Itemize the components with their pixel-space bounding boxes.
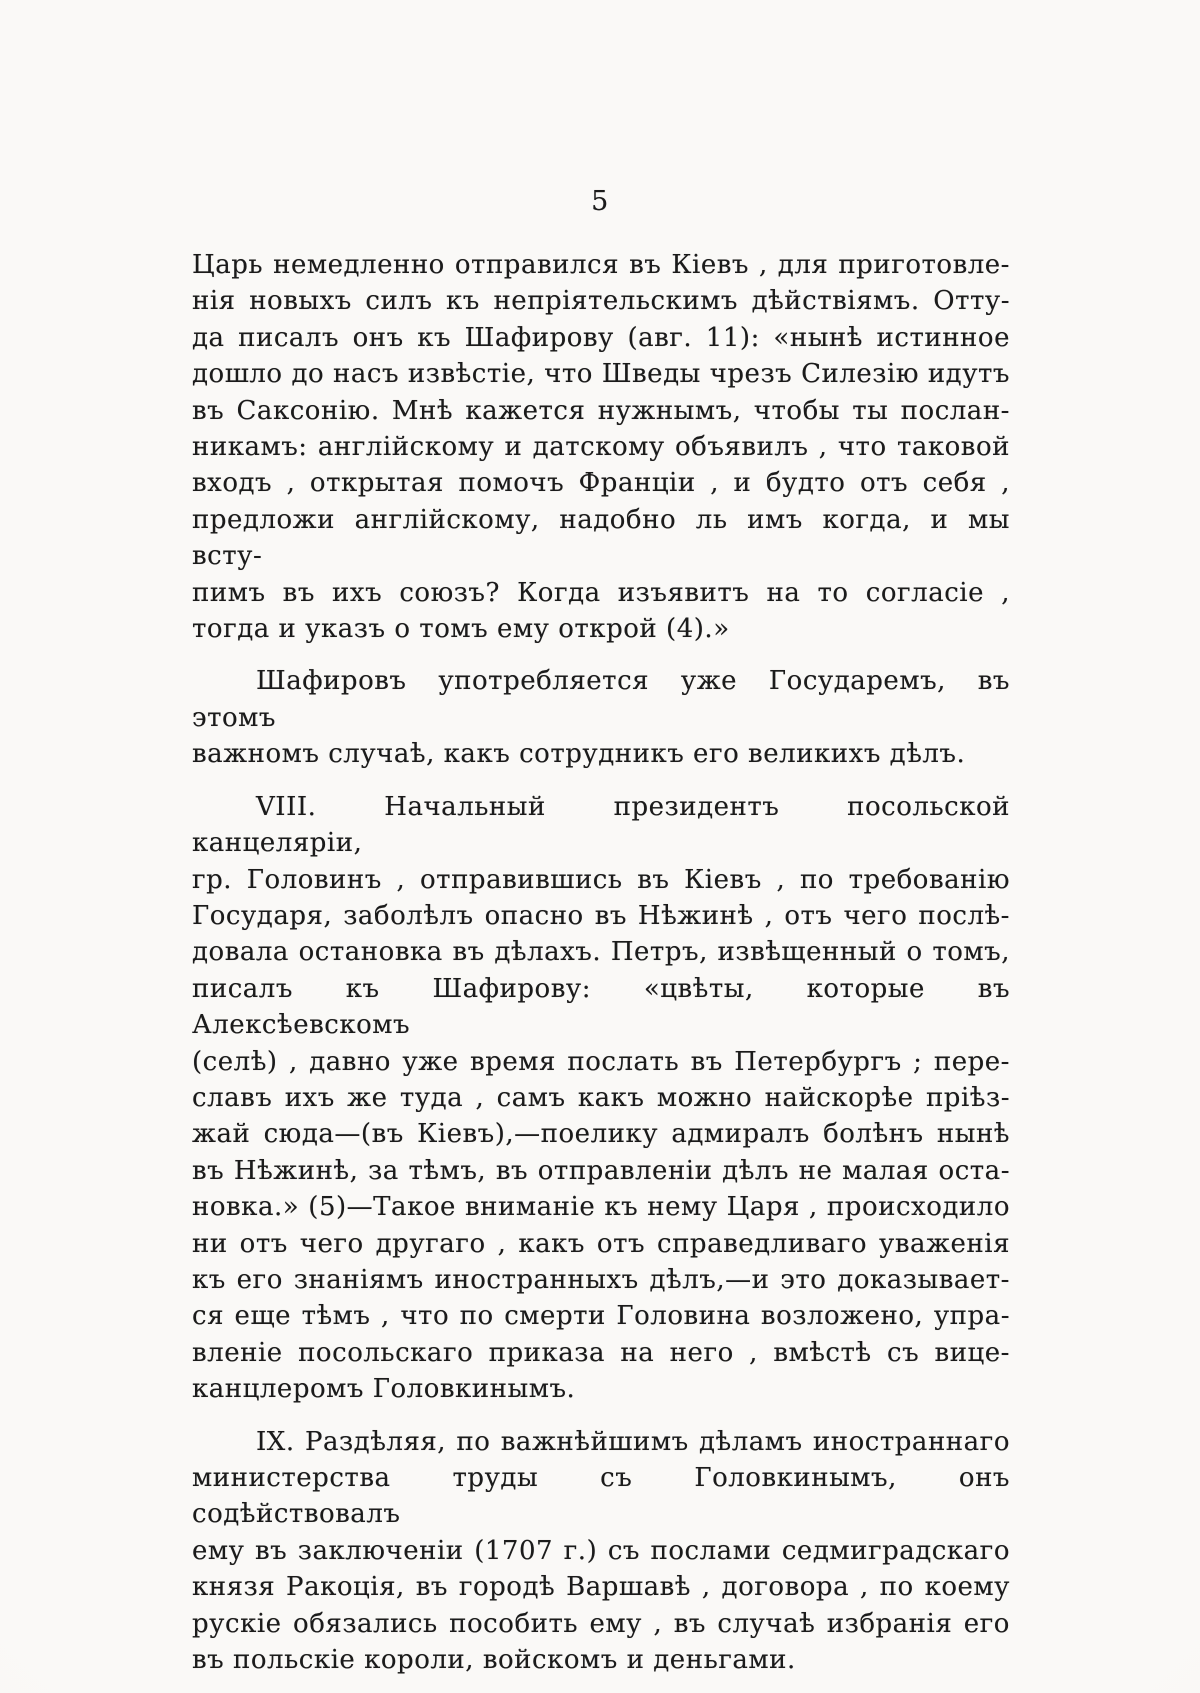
text-line: Государя, заболѣлъ опасно въ Нѣжинѣ , отъ чего послѣ- bbox=[192, 900, 1010, 931]
text-line: рускіе обязались пособить ему , въ случаѣ избранія его bbox=[192, 1608, 1010, 1639]
text-line: VIII. Начальный президентъ посольской канцеляріи, bbox=[192, 791, 1010, 859]
text-line: писалъ къ Шафирову: «цвѣты, которые въ Алексѣевскомъ bbox=[192, 973, 1010, 1041]
text-line: предложи англійскому, надобно ль имъ когда, и мы всту- bbox=[192, 504, 1010, 572]
text-line: входъ , открытая помочъ Франціи , и будто отъ себя , bbox=[192, 468, 1010, 499]
text-line: IX. Раздѣляя, по важнѣйшимъ дѣламъ иностраннаго bbox=[256, 1426, 1010, 1457]
text-line: нія новыхъ силъ къ непріятельскимъ дѣйствіямъ. Отту- bbox=[192, 286, 1010, 317]
text-line: Шафировъ употребляется уже Государемъ, въ этомъ bbox=[192, 666, 1010, 733]
text-line: вленіе посольскаго приказа на него , вмѣстѣ съ вице- bbox=[192, 1337, 1010, 1368]
text-line: князя Ракоція, въ городѣ Варшавѣ , договора , по коему bbox=[192, 1572, 1010, 1603]
text-line: въ Нѣжинѣ, за тѣмъ, въ отправленіи дѣлъ не малая оста- bbox=[192, 1155, 1010, 1186]
text-line: довала остановка въ дѣлахъ. Петръ, извѣщенный о томъ, bbox=[192, 937, 1010, 968]
text-block bbox=[192, 247, 1010, 1678]
text-line: тогда и указъ о томъ ему открой (4).» bbox=[192, 614, 730, 645]
text-line: министерства труды съ Головкинымъ, онъ содѣйствовалъ bbox=[192, 1463, 1010, 1530]
text-line: въ Саксонію. Мнѣ кажется нужнымъ, чтобы ты послан- bbox=[192, 395, 1010, 426]
paragraph bbox=[192, 663, 1010, 772]
text-line: пимъ въ ихъ союзъ? Когда изъявитъ на то согласіе , bbox=[192, 577, 1010, 608]
text-line: ся еще тѣмъ , что по смерти Головина возложено, упра- bbox=[192, 1301, 1010, 1332]
text-line: ему въ заключеніи (1707 г.) съ послами седмиградскаго bbox=[192, 1535, 1010, 1566]
paragraph bbox=[192, 247, 1010, 647]
text-line: жай сюда—(въ Кіевъ),—поелику адмиралъ болѣнъ нынѣ bbox=[192, 1119, 1010, 1150]
text-line: важномъ случаѣ, какъ сотрудникъ его великихъ дѣлъ. bbox=[192, 739, 966, 770]
text-line: къ его знаніямъ иностранныхъ дѣлъ,—и это доказывает- bbox=[192, 1264, 1010, 1295]
paragraph bbox=[192, 1424, 1010, 1679]
text-line: ни отъ чего другаго , какъ отъ справедливаго уваженія bbox=[192, 1228, 1010, 1259]
page-number: 5 bbox=[591, 186, 609, 217]
text-line: новка.» (5)—Такое вниманіе къ нему Царя , происходило bbox=[192, 1192, 1010, 1223]
text-line: Царь немедленно отправился въ Кіевъ , для приготовле- bbox=[192, 250, 1010, 280]
text-line: славъ ихъ же туда , самъ какъ можно найскорѣе пріѣз- bbox=[192, 1082, 1010, 1113]
text-line: канцлеромъ Головкинымъ. bbox=[192, 1374, 576, 1405]
text-line: никамъ: англійскому и датскому объявилъ , что таковой bbox=[192, 432, 1010, 463]
text-line: гр. Головинъ , отправившись въ Кіевъ , по требованію bbox=[192, 864, 1010, 895]
text-line: въ польскіе короли, войскомъ и деньгами. bbox=[192, 1645, 796, 1676]
text-line: (селѣ) , давно уже время послать въ Петербургъ ; пере- bbox=[192, 1046, 1010, 1077]
text-line: дошло до насъ извѣстіе, что Шведы чрезъ Силезію идутъ bbox=[192, 359, 1010, 390]
paragraph bbox=[192, 789, 1010, 1408]
text-line: да писалъ онъ къ Шафирову (авг. 11): «нынѣ истинное bbox=[192, 322, 1010, 353]
